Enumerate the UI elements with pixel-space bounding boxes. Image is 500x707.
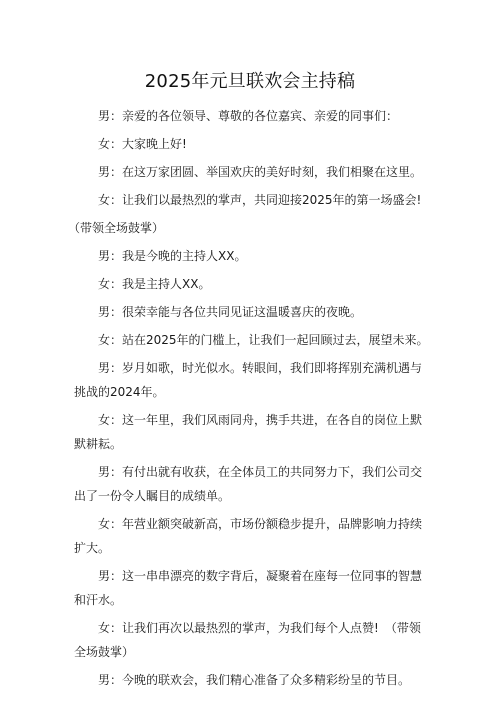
paragraph-14: 男：这一串串漂亮的数字背后，凝聚着在座每一位同事的智慧和汗水。 xyxy=(74,569,423,607)
document-body xyxy=(68,104,430,692)
paragraph-7: 女：我是主持人XX。 xyxy=(98,277,211,291)
document-title: 2025年元旦联欢会主持稿 xyxy=(144,71,356,92)
paragraph-9: 女：站在2025年的门槛上，让我们一起回顾过去，展望未来。 xyxy=(98,333,429,347)
paragraph-8: 男：很荣幸能与各位共同见证这温暖喜庆的夜晚。 xyxy=(98,305,363,319)
paragraph-4: 女：让我们以最热烈的掌声，共同迎接2025年的第一场盛会! xyxy=(98,193,422,207)
paragraph-15: 女：让我们再次以最热烈的掌声，为我们每个人点赞! （带领全场鼓掌） xyxy=(74,621,421,659)
paragraph-10: 男：岁月如歌，时光似水。转眼间，我们即将挥别充满机遇与挑战的2024年。 xyxy=(74,361,423,399)
paragraph-12: 男：有付出就有收获，在全体员工的共同努力下，我们公司交出了一份令人瞩目的成绩单。 xyxy=(74,465,423,503)
paragraph-3: 男：在这万家团圆、举国欢庆的美好时刻，我们相聚在这里。 xyxy=(98,165,423,179)
paragraph-1: 男：亲爱的各位领导、尊敬的各位嘉宾、亲爱的同事们： xyxy=(98,109,399,123)
paragraph-6: 男：我是今晚的主持人XX。 xyxy=(98,249,247,263)
paragraph-13: 女：年营业额突破新高，市场份额稳步提升，品牌影响力持续扩大。 xyxy=(74,517,423,555)
paragraph-11: 女：这一年里，我们风雨同舟，携手共进，在各自的岗位上默默耕耘。 xyxy=(74,413,423,451)
paragraph-2: 女：大家晚上好! xyxy=(98,137,187,151)
paragraph-5: （带领全场鼓掌） xyxy=(68,221,165,235)
paragraph-16: 男：今晚的联欢会，我们精心准备了众多精彩纷呈的节目。 xyxy=(98,673,411,687)
